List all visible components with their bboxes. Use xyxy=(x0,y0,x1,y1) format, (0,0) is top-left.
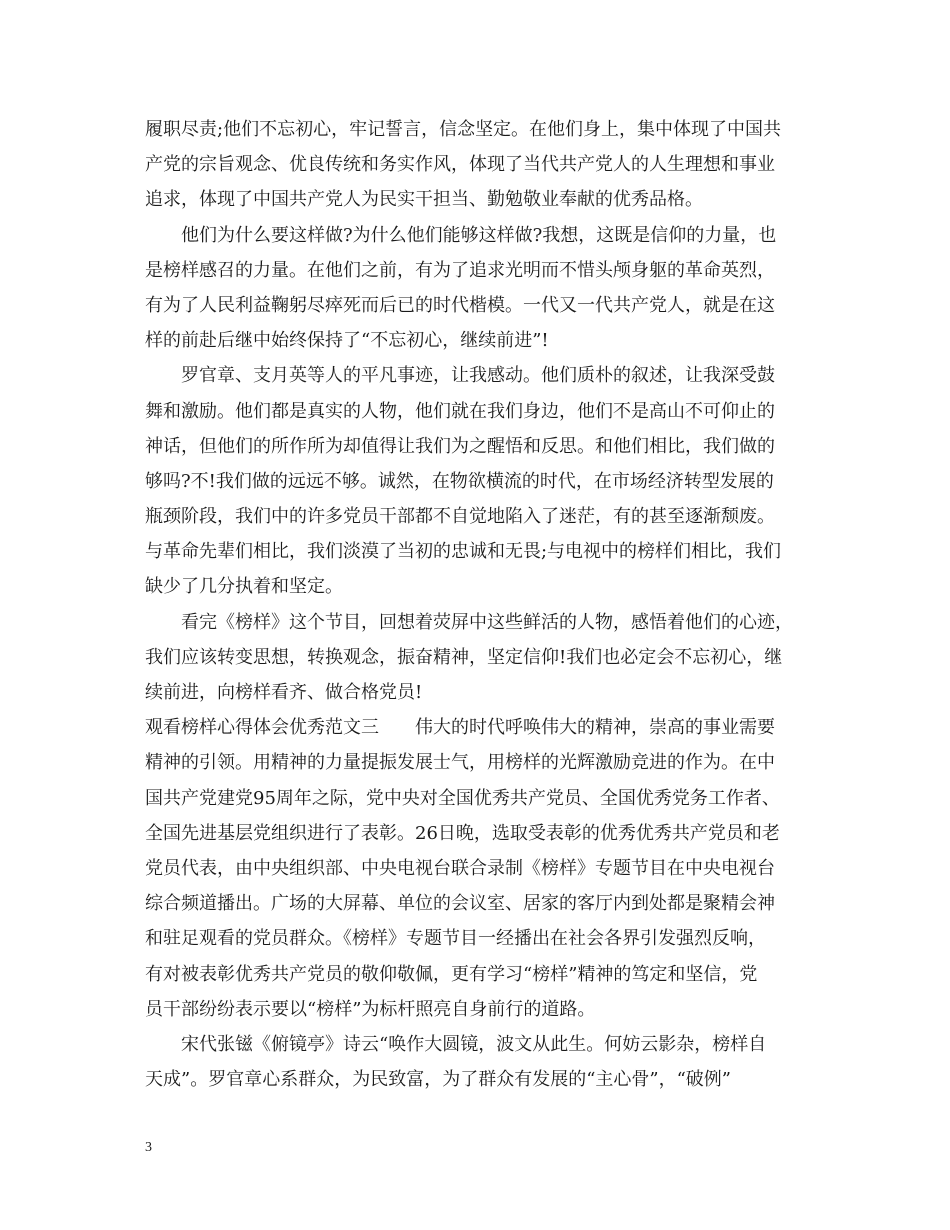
text-line: 罗官章、支月英等人的平凡事迹，让我感动。他们质朴的叙述，让我深受鼓 xyxy=(145,365,775,387)
text-line: 宋代张镃《俯镜亭》诗云“唤作大圆镜，波文从此生。何妨云影杂，榜样自 xyxy=(145,1033,767,1055)
text-line: 和驻足观看的党员群众。《榜样》专题节目一经播出在社会各界引发强烈反响， xyxy=(145,928,766,950)
section-heading-line: 观看榜样心得体会优秀范文三 伟大的时代呼唤伟大的精神，崇高的事业需要 xyxy=(145,717,775,739)
text-line: 够吗?不!我们做的远远不够。诚然，在物欲横流的时代，在市场经济转型发展的 xyxy=(145,470,774,492)
text-line: 舞和激励。他们都是真实的人物，他们就在我们身边，他们不是高山不可仰止的 xyxy=(145,400,775,422)
text-line: 看完《榜样》这个节目，回想着荧屏中这些鲜活的人物，感悟着他们的心迹， xyxy=(145,611,793,633)
text-line: 国共产党建党95周年之际，党中央对全国优秀共产党员、全国优秀党务工作者、 xyxy=(145,787,780,809)
text-line: 缺少了几分执着和坚定。 xyxy=(145,576,343,598)
text-line: 他们为什么要这样做?为什么他们能够这样做?我想，这既是信仰的力量，也 xyxy=(145,224,777,246)
text-line: 与革命先辈们相比，我们淡漠了当初的忠诚和无畏;与电视中的榜样们相比，我们 xyxy=(145,541,782,563)
text-line: 续前进，向榜样看齐、做合格党员! xyxy=(145,682,423,703)
text-line: 追求，体现了中国共产党人为民实干担当、勤勉敬业奉献的优秀品格。 xyxy=(145,189,703,211)
text-line: 是榜样感召的力量。在他们之前，有为了追求光明而不惜头颅身躯的革命英烈， xyxy=(145,259,775,281)
text-line: 天成”。罗官章心系群众，为民致富，为了群众有发展的“主心骨”，“破例” xyxy=(145,1069,732,1091)
text-line: 有为了人民利益鞠躬尽瘁死而后已的时代楷模。一代又一代共产党人，就是在这 xyxy=(145,294,775,316)
text-line: 履职尽责;他们不忘初心，牢记誓言，信念坚定。在他们身上，集中体现了中国共 xyxy=(145,119,782,140)
text-line: 全国先进基层党组织进行了表彰。26日晚，选取受表彰的优秀优秀共产党员和老 xyxy=(145,822,780,844)
text-line: 神话，但他们的所作所为却值得让我们为之醒悟和反思。和他们相比，我们做的 xyxy=(145,435,775,457)
text-line: 样的前赴后继中始终保持了“不忘初心，继续前进”! xyxy=(145,330,549,352)
page-number: 3 xyxy=(145,1140,152,1155)
text-line: 有对被表彰优秀共产党员的敬仰敬佩，更有学习“榜样”精神的笃定和坚信，党 xyxy=(145,963,758,985)
text-line: 党员代表，由中央组织部、中央电视台联合录制《榜样》专题节目在中央电视台 xyxy=(145,857,775,879)
text-line: 瓶颈阶段，我们中的许多党员干部都不自觉地陷入了迷茫，有的甚至逐渐颓废。 xyxy=(145,506,775,528)
text-line: 员干部纷纷表示要以“榜样”为标杆照亮自身前行的道路。 xyxy=(145,998,596,1020)
text-line: 综合频道播出。广场的大屏幕、单位的会议室、居家的客厅内到处都是聚精会神 xyxy=(145,893,775,915)
text-line: 精神的引领。用精神的力量提振发展士气，用榜样的光辉激励竞进的作为。在中 xyxy=(145,752,775,774)
text-line: 产党的宗旨观念、优良传统和务实作风，体现了当代共产党人的人生理想和事业 xyxy=(145,154,775,176)
text-line: 我们应该转变思想，转换观念，振奋精神，坚定信仰!我们也必定会不忘初心，继 xyxy=(145,646,783,668)
body-text xyxy=(145,112,809,1097)
